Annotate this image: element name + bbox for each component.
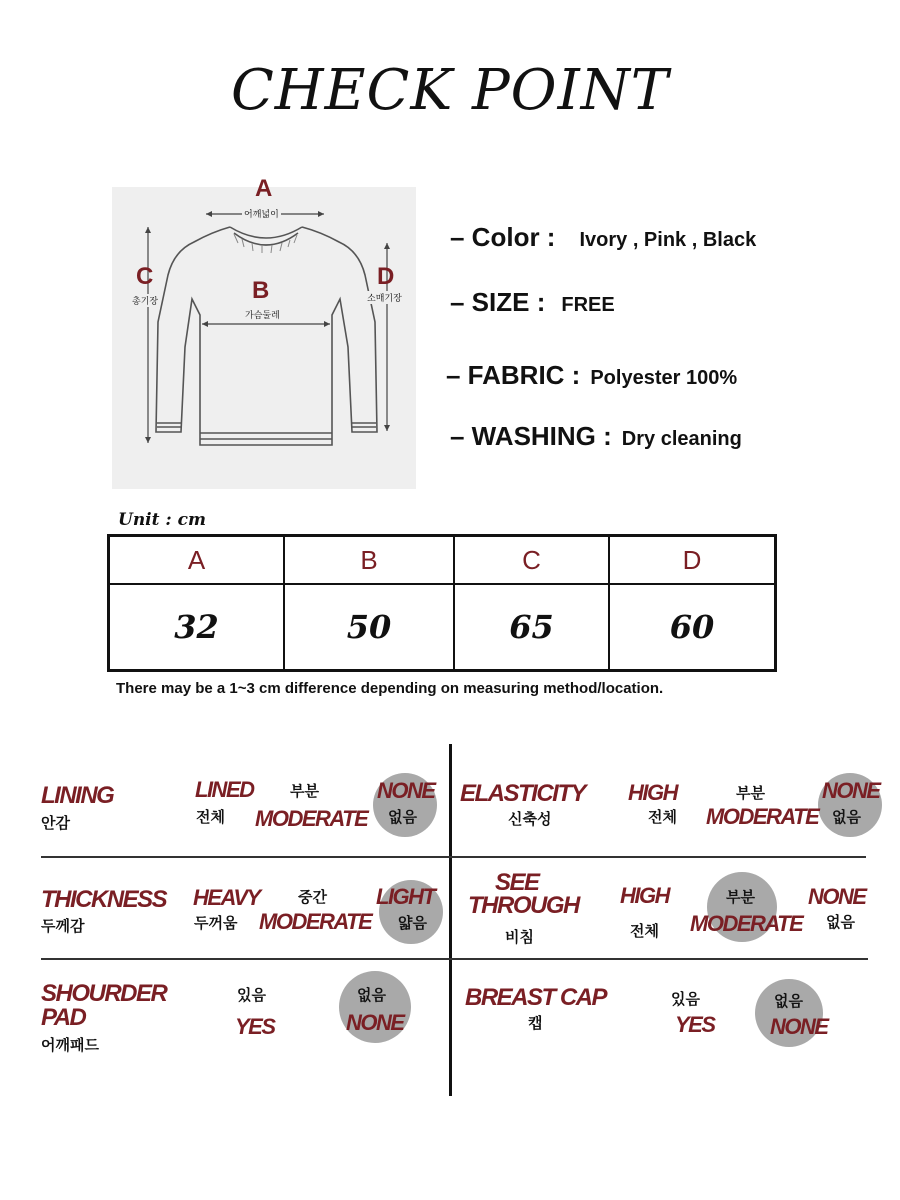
thickness-opt1: HEAVY [193, 885, 260, 910]
spec-key: – FABRIC : [446, 360, 581, 390]
label-b: B [252, 277, 270, 304]
lining-opt3-kor: 없음 [388, 808, 417, 826]
spec-value: FREE [561, 294, 615, 316]
label-c: C [136, 263, 154, 290]
see-through-label-1: SEE [495, 869, 539, 896]
spec-key: – Color : [450, 222, 556, 252]
thickness-opt2-kor: 중간 [298, 888, 327, 906]
elasticity-label: ELASTICITY [460, 780, 586, 807]
elasticity-opt1-kor: 전체 [648, 808, 677, 826]
table-value-d: 60 [669, 608, 715, 646]
label-a-sub: 어깨넓이 [242, 207, 281, 220]
shoulder-pad-opt1: YES [235, 1014, 275, 1039]
table-header-d: D [610, 537, 774, 585]
spec-value: Dry cleaning [621, 428, 742, 450]
grid-divider-1 [41, 856, 866, 858]
unit-label: Unit : cm [118, 510, 206, 530]
size-table [107, 534, 777, 672]
spec-value: Ivory , Pink , Black [579, 229, 757, 251]
elasticity-opt1: HIGH [628, 780, 677, 805]
grid-divider-2 [41, 958, 868, 960]
spec-key: – WASHING : [450, 421, 612, 451]
breast-cap-opt1: YES [675, 1012, 715, 1037]
spec-fabric [446, 360, 737, 391]
table-value-c: 65 [455, 585, 610, 669]
lining-opt2: MODERATE [255, 806, 368, 831]
breast-cap-label: BREAST CAP [465, 984, 607, 1011]
sweater-illustration [112, 187, 416, 489]
label-d: D [377, 263, 395, 290]
thickness-opt3-kor: 얇음 [398, 914, 427, 932]
spec-key: – SIZE : [450, 287, 546, 317]
shoulder-pad-opt2-kor: 없음 [357, 986, 386, 1004]
grid-divider-vertical [449, 744, 452, 1096]
label-b-sub: 가슴둘레 [245, 311, 280, 321]
label-c-sub: 총기장 [132, 294, 158, 307]
thickness-opt3: LIGHT [376, 884, 435, 909]
breast-cap-opt1-kor: 있음 [671, 990, 700, 1008]
lining-label: LINING [41, 782, 114, 809]
lining-opt1: LINED [195, 777, 254, 802]
shoulder-pad-label-2: PAD [41, 1004, 86, 1031]
elasticity-kor: 신축성 [508, 810, 552, 828]
thickness-opt2: MODERATE [259, 909, 372, 934]
elasticity-opt2: MODERATE [706, 804, 819, 829]
see-through-kor: 비침 [505, 928, 534, 946]
elasticity-opt3: NONE [822, 778, 880, 803]
shoulder-pad-kor: 어깨패드 [41, 1036, 99, 1054]
shoulder-pad-label-1: SHOURDER [41, 980, 167, 1007]
garment-diagram [112, 175, 416, 489]
spec-size [450, 287, 615, 318]
table-header-a: A [110, 537, 285, 585]
see-through-opt1: HIGH [620, 883, 669, 908]
table-header-c: C [455, 537, 610, 585]
see-through-opt2: MODERATE [690, 911, 803, 936]
lining-opt2-kor: 부분 [290, 782, 319, 800]
thickness-label: THICKNESS [41, 886, 167, 913]
breast-cap-opt2: NONE [770, 1014, 828, 1039]
lining-opt3: NONE [377, 778, 435, 803]
see-through-opt1-kor: 전체 [630, 922, 659, 940]
breast-cap-opt2-kor: 없음 [774, 992, 803, 1010]
shoulder-pad-opt2: NONE [346, 1010, 404, 1035]
label-a: A [255, 175, 273, 202]
shoulder-pad-opt1-kor: 있음 [237, 986, 266, 1004]
see-through-opt3: NONE [808, 884, 866, 909]
spec-value: Polyester 100% [590, 367, 738, 389]
breast-cap-kor: 캡 [528, 1014, 543, 1032]
thickness-opt1-kor: 두꺼움 [194, 914, 238, 932]
page-title: CHECK POINT [230, 58, 670, 123]
spec-color [450, 222, 756, 253]
thickness-kor: 두께감 [41, 917, 85, 935]
spec-washing [450, 421, 742, 452]
see-through-opt2-kor: 부분 [726, 888, 755, 906]
elasticity-opt2-kor: 부분 [736, 784, 765, 802]
see-through-opt3-kor: 없음 [826, 913, 855, 931]
measurement-note: There may be a 1~3 cm difference depending on measuring method/location. [116, 680, 664, 697]
table-value-b: 50 [285, 585, 455, 669]
see-through-label-2: THROUGH [468, 892, 579, 919]
lining-kor: 안감 [41, 814, 70, 832]
elasticity-opt3-kor: 없음 [832, 808, 861, 826]
label-d-sub: 소매기장 [367, 291, 402, 304]
table-header-b: B [285, 537, 455, 585]
lining-opt1-kor: 전체 [196, 808, 225, 826]
table-value-a: 32 [110, 585, 285, 669]
